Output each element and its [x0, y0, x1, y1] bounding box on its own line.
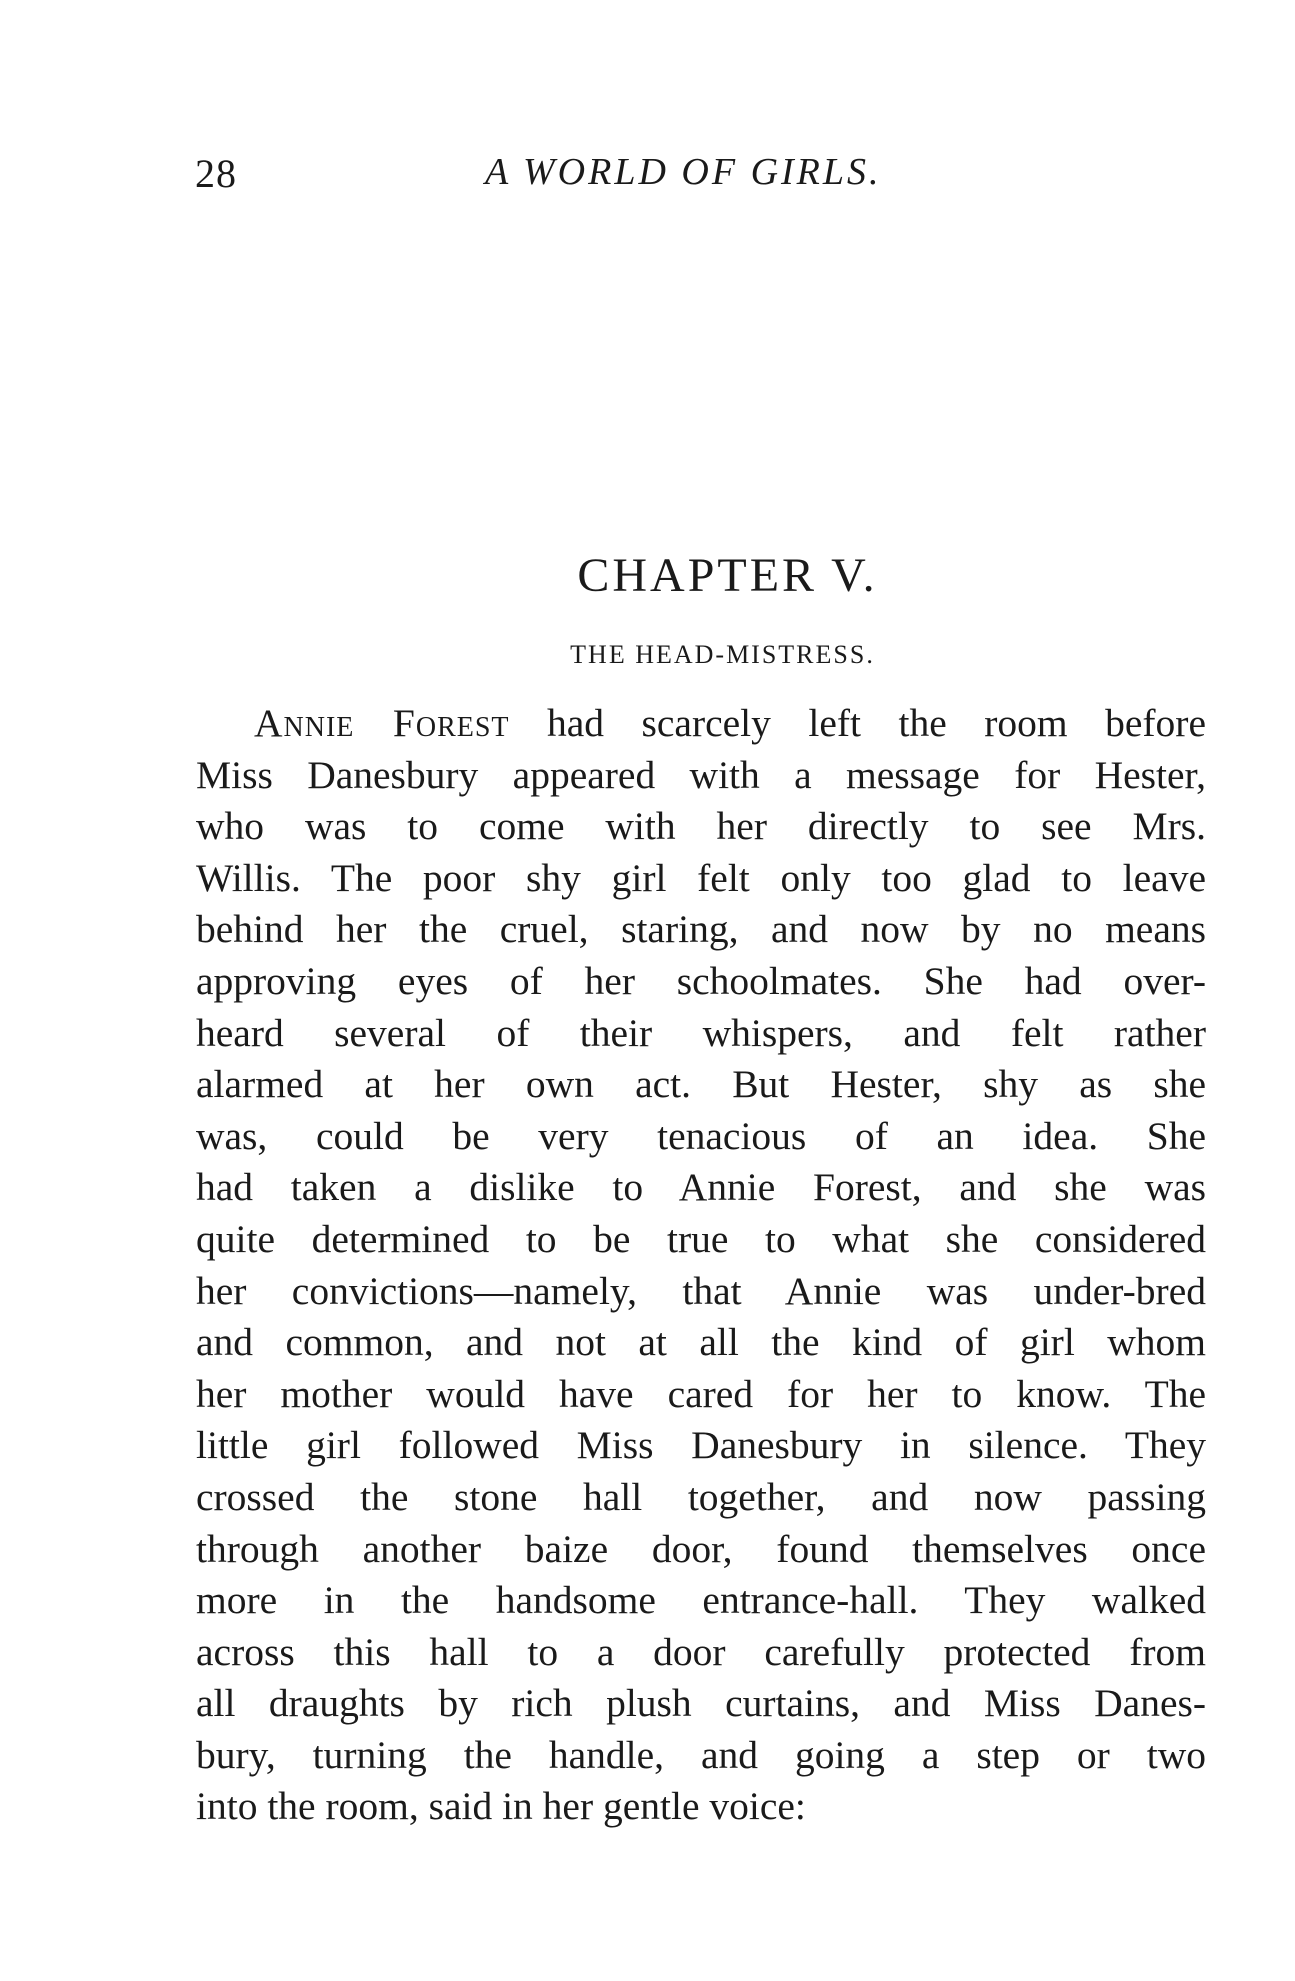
page-number: 28	[195, 151, 237, 196]
text-line: approving eyes of her schoolmates. She had over-	[196, 958, 1206, 1003]
chapter-title: CHAPTER V.	[577, 549, 878, 602]
opening-words: Annie Forest	[254, 701, 510, 745]
text-line: her mother would have cared for her to know. The	[196, 1371, 1206, 1416]
text-line: bury, turning the handle, and going a step or two	[196, 1732, 1206, 1777]
running-head	[195, 150, 1100, 200]
text-line: who was to come with her directly to see Mrs.	[196, 804, 1206, 849]
text-line: through another baize door, found themselves once	[196, 1526, 1206, 1571]
chapter-body	[196, 698, 1206, 1833]
text-line: behind her the cruel, staring, and now by no means	[196, 907, 1206, 952]
text-line: quite determined to be true to what she considered	[196, 1216, 1206, 1261]
text-line: Willis. The poor shy girl felt only too glad to leave	[196, 855, 1206, 900]
text-line: into the room, said in her gentle voice:	[196, 1784, 806, 1829]
text-line: heard several of their whispers, and felt rather	[196, 1010, 1206, 1055]
text-line: was, could be very tenacious of an idea. She	[196, 1113, 1206, 1158]
text-line: more in the handsome entrance-hall. They walked	[196, 1578, 1206, 1623]
text-line: all draughts by rich plush curtains, and Miss Danes-	[196, 1681, 1206, 1726]
text-line: had taken a dislike to Annie Forest, and she was	[196, 1165, 1206, 1210]
text-line	[196, 698, 1206, 750]
text-line: little girl followed Miss Danesbury in silence. They	[196, 1423, 1206, 1468]
text-line: crossed the stone hall together, and now passing	[196, 1474, 1206, 1519]
text-line: Miss Danesbury appeared with a message for Hester,	[196, 752, 1206, 797]
line-text: had scarcely left the room before	[509, 701, 1206, 745]
text-line: her convictions—namely, that Annie was under-bred	[196, 1268, 1206, 1313]
text-line: across this hall to a door carefully protected from	[196, 1629, 1206, 1674]
chapter-subtitle: THE HEAD-MISTRESS.	[570, 640, 875, 669]
text-line: and common, and not at all the kind of girl whom	[196, 1320, 1206, 1365]
text-line: alarmed at her own act. But Hester, shy as she	[196, 1062, 1206, 1107]
book-title: A WORLD OF GIRLS.	[485, 151, 882, 193]
